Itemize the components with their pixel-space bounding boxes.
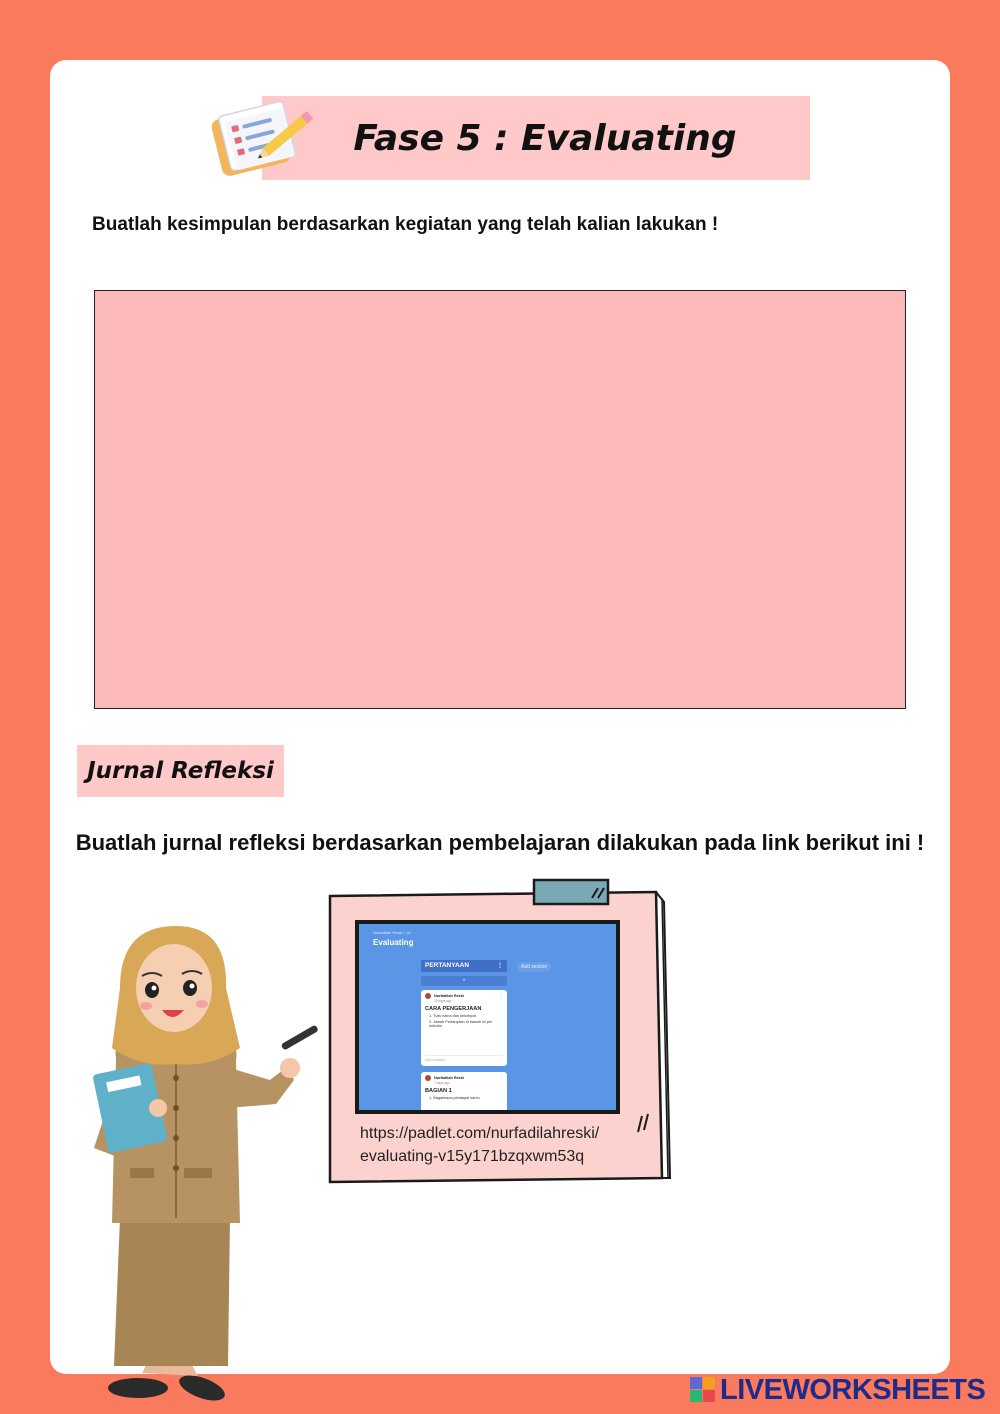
- reflection-instruction: Buatlah jurnal refleksi berdasarkan pembelajaran dilakukan pada link berikut ini !: [75, 830, 925, 855]
- jurnal-refleksi-heading: Jurnal Refleksi: [77, 745, 284, 797]
- post-heading: BAGIAN 1: [425, 1088, 452, 1094]
- post-time: 15 days ago: [434, 999, 452, 1003]
- post-line: 2. Jawab Pertanyaan di bawah ini per individu: [429, 1020, 493, 1028]
- post-time: 7 days ago: [434, 1081, 450, 1085]
- post-author: Nurfadilah Reski: [434, 994, 464, 998]
- padlet-link-line1: https://padlet.com/nurfadilahreski/: [360, 1125, 600, 1142]
- liveworksheets-brand: [690, 1372, 985, 1408]
- post-heading: CARA PENGERJAAN: [425, 1006, 482, 1012]
- post-line: 1. Bagaimana pendapat kamu: [429, 1096, 480, 1100]
- teacher-illustration: [80, 918, 320, 1408]
- padlet-section-header: [421, 960, 507, 972]
- more-options-icon: ⋮: [497, 963, 503, 969]
- padlet-preview-screen: [355, 920, 620, 1114]
- padlet-post: [421, 1072, 507, 1114]
- page-title: Fase 5 : Evaluating: [353, 117, 737, 159]
- padlet-link[interactable]: [360, 1122, 650, 1168]
- conclusion-answer-field[interactable]: [94, 290, 906, 709]
- padlet-add-section: Add section: [517, 962, 551, 972]
- padlet-post: [421, 990, 507, 1066]
- post-line: 1. Tulis nama dan kelompok: [429, 1014, 477, 1018]
- avatar: [425, 993, 431, 999]
- avatar: [425, 1075, 431, 1081]
- padlet-section-label: PERTANYAAN: [425, 962, 470, 969]
- conclusion-instruction: Buatlah kesimpulan berdasarkan kegiatan yang telah kalian lakukan !: [92, 214, 719, 235]
- post-comment: Add comment: [425, 1055, 503, 1062]
- post-author: Nurfadilah Reski: [434, 1076, 464, 1080]
- padlet-link-line2: evaluating-v15y171bzqxwm53q: [360, 1148, 585, 1165]
- more-options-icon: ⋮: [499, 1074, 504, 1080]
- padlet-owner: Nurfadilah Reski • 1d: [373, 930, 411, 935]
- padlet-board-title: Evaluating: [373, 938, 414, 947]
- brand-name: LIVEWORKSHEETS: [720, 1373, 986, 1406]
- liveworksheets-logo-icon: [690, 1377, 716, 1403]
- padlet-add-post-icon: +: [421, 976, 507, 986]
- more-options-icon: ⋮: [499, 992, 504, 998]
